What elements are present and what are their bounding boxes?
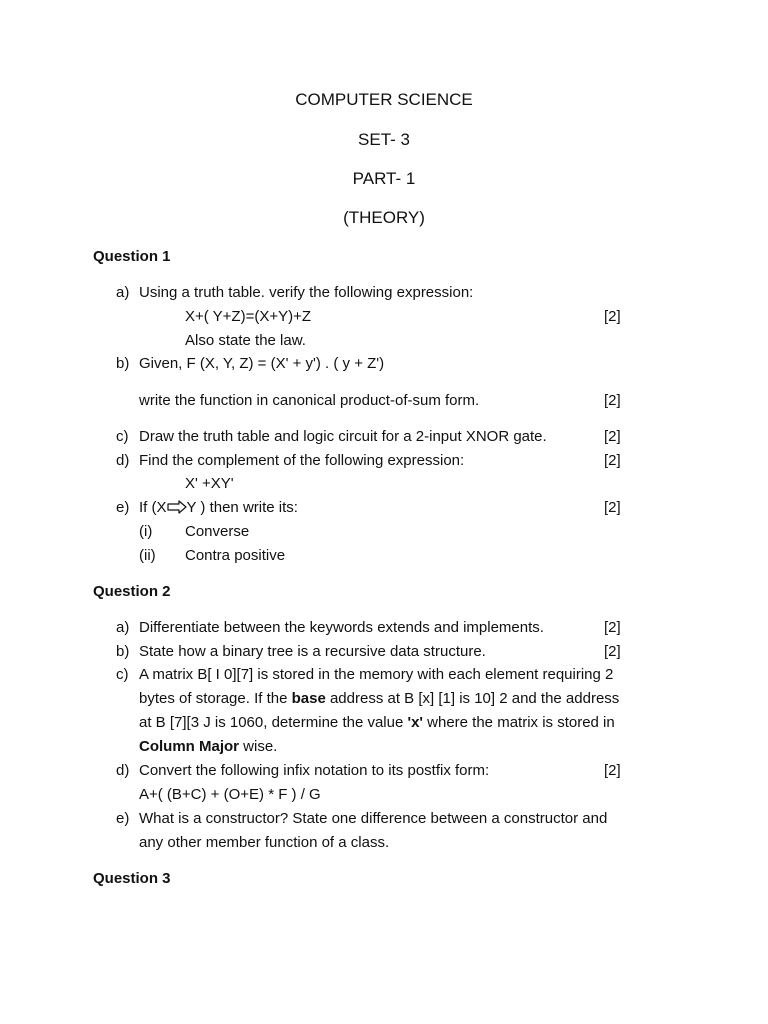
q2-c-label: c) bbox=[116, 666, 129, 683]
q1-b-marks: [2] bbox=[604, 392, 621, 409]
q2-d-text: Convert the following infix notation to its postfix form: bbox=[139, 762, 490, 779]
implies-arrow-icon bbox=[167, 500, 187, 514]
q2-c-line3-bold: 'x' bbox=[407, 714, 423, 731]
q2-c-line2-pre: bytes of storage. If the bbox=[139, 690, 292, 707]
q2-e-line2: any other member function of a class. bbox=[139, 834, 390, 851]
q1-e-i-text: Converse bbox=[185, 523, 250, 540]
q2-c-line3-pre: at B [7][3 J is 1060, determine the value bbox=[139, 714, 408, 731]
q2-a-marks: [2] bbox=[604, 619, 621, 636]
q2-c-line4-post: wise. bbox=[239, 738, 278, 755]
q1-e-label: e) bbox=[116, 499, 130, 516]
q1-b-label: b) bbox=[116, 355, 130, 372]
q1-d-expression: X' +XY' bbox=[185, 475, 234, 492]
q1-a-expression: X+( Y+Z)=(X+Y)+Z bbox=[185, 308, 312, 325]
part-label: PART- 1 bbox=[352, 169, 416, 188]
q1-c-text: Draw the truth table and logic circuit for a 2-input XNOR gate. bbox=[139, 428, 547, 445]
q2-c-line3 bbox=[139, 715, 615, 730]
question-1-heading: Question 1 bbox=[93, 248, 171, 265]
q2-c-line2-post: address at B [x] [1] is 10] 2 and the address bbox=[325, 690, 620, 707]
q2-b-marks: [2] bbox=[604, 643, 621, 660]
q2-c-line4 bbox=[139, 739, 277, 754]
q2-b-label: b) bbox=[116, 643, 130, 660]
q1-a-text: Using a truth table. verify the following expression: bbox=[139, 284, 474, 301]
q1-a-marks: [2] bbox=[604, 308, 621, 325]
q2-d-marks: [2] bbox=[604, 762, 621, 779]
q2-c-line2-bold: base bbox=[291, 690, 326, 707]
q2-d-label: d) bbox=[116, 762, 130, 779]
page-title: COMPUTER SCIENCE bbox=[295, 90, 473, 109]
q1-b-text: Given, F (X, Y, Z) = (X' + y') . ( y + Z') bbox=[139, 355, 385, 372]
q1-e-i-label: (i) bbox=[139, 523, 153, 540]
q1-e-text-pre: If (X bbox=[139, 499, 167, 516]
q2-e-label: e) bbox=[116, 810, 130, 827]
question-3-heading: Question 3 bbox=[93, 870, 171, 887]
q1-c-marks: [2] bbox=[604, 428, 621, 445]
question-2-heading: Question 2 bbox=[93, 583, 171, 600]
q2-a-label: a) bbox=[116, 619, 130, 636]
section-label: (THEORY) bbox=[343, 208, 425, 227]
q1-a-label: a) bbox=[116, 284, 130, 301]
q2-c-line4-bold: Column Major bbox=[139, 738, 239, 755]
q1-e-ii-text: Contra positive bbox=[185, 547, 286, 564]
q1-e-text bbox=[139, 500, 298, 515]
q1-e-marks: [2] bbox=[604, 499, 621, 516]
q2-c-line2 bbox=[139, 691, 619, 706]
q2-b-text: State how a binary tree is a recursive data structure. bbox=[139, 643, 486, 660]
q1-a-text2: Also state the law. bbox=[185, 332, 306, 349]
q2-a-text: Differentiate between the keywords extends and implements. bbox=[139, 619, 544, 636]
q2-d-expression: A+( (B+C) + (O+E) * F ) / G bbox=[139, 786, 321, 803]
q1-c-label: c) bbox=[116, 428, 129, 445]
q1-d-marks: [2] bbox=[604, 452, 621, 469]
q2-c-line3-post: where the matrix is stored in bbox=[422, 714, 615, 731]
q1-e-text-post: Y ) then write its: bbox=[186, 499, 298, 516]
q2-c-line1: A matrix B[ I 0][7] is stored in the memory with each element requiring 2 bbox=[139, 666, 614, 683]
q1-b-text2: write the function in canonical product-of-sum form. bbox=[139, 392, 480, 409]
q1-d-label: d) bbox=[116, 452, 130, 469]
q2-e-line1: What is a constructor? State one difference between a constructor and bbox=[139, 810, 608, 827]
set-label: SET- 3 bbox=[358, 130, 410, 149]
q1-e-ii-label: (ii) bbox=[139, 547, 156, 564]
q1-d-text: Find the complement of the following expression: bbox=[139, 452, 465, 469]
